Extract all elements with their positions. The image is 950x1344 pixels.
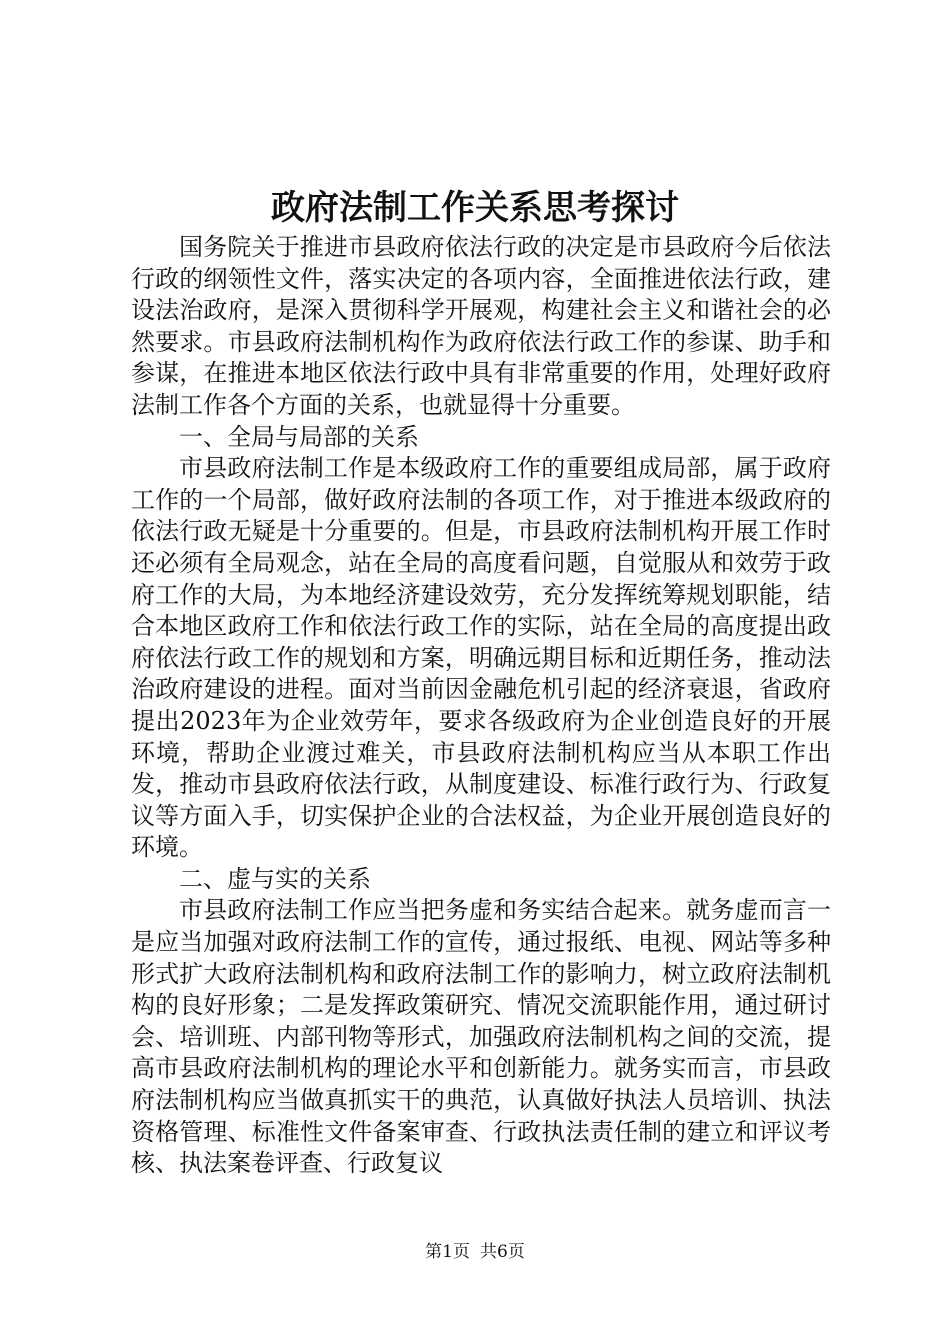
page-number: 第1页	[425, 1242, 470, 1262]
document-body	[131, 232, 831, 1180]
intro-paragraph: 国务院关于推进市县政府依法行政的决定是市县政府今后依法行政的纲领性文件，落实决定的各项内容，全面推进依法行政，建设法治政府，是深入贯彻科学开展观，构建社会主义和谐社会的必然要求。市县政府法制机构作为政府依法行政工作的参谋、助手和参谋，在推进本地区依法行政中具有非常重要的作用，处理好政府法制工作各个方面的关系，也就显得十分重要。	[131, 233, 831, 419]
section-heading-2: 二、虚与实的关系	[179, 864, 371, 893]
page-total: 共6页	[480, 1242, 525, 1262]
section-1-paragraph: 市县政府法制工作是本级政府工作的重要组成局部，属于政府工作的一个局部，做好政府法制的各项工作，对于推进本级政府的依法行政无疑是十分重要的。但是，市县政府法制机构开展工作时还必须有全局观念，站在全局的高度看问题，自觉服从和效劳于政府工作的大局，为本地经济建设效劳，充分发挥统筹规划职能，结合本地区政府工作和依法行政工作的实际，站在全局的高度提出政府依法行政工作的规划和方案，明确远期目标和近期任务，推动法治政府建设的进程。面对当前因金融危机引起的经济衰退，省政府提出2023年为企业效劳年，要求各级政府为企业创造良好的开展环境，帮助企业渡过难关，市县政府法制机构应当从本职工作出发，推动市县政府依法行政，从制度建设、标准行政行为、行政复议等方面入手，切实保护企业的合法权益，为企业开展创造良好的环境。	[131, 454, 831, 862]
section-heading-1: 一、全局与局部的关系	[179, 422, 419, 451]
section-2-paragraph: 市县政府法制工作应当把务虚和务实结合起来。就务虚而言一是应当加强对政府法制工作的宣传，通过报纸、电视、网站等多种形式扩大政府法制机构和政府法制工作的影响力，树立政府法制机构的良好形象；二是发挥政策研究、情况交流职能作用，通过研讨会、培训班、内部刊物等形式，加强政府法制机构之间的交流，提高市县政府法制机构的理论水平和创新能力。就务实而言，市县政府法制机构应当做真抓实干的典范，认真做好执法人员培训、执法资格管理、标准性文件备案审查、行政执法责任制的建立和评议考核、执法案卷评查、行政复议	[131, 896, 831, 1178]
page-footer	[0, 1241, 950, 1263]
document-title: 政府法制工作关系思考探讨	[271, 188, 679, 228]
